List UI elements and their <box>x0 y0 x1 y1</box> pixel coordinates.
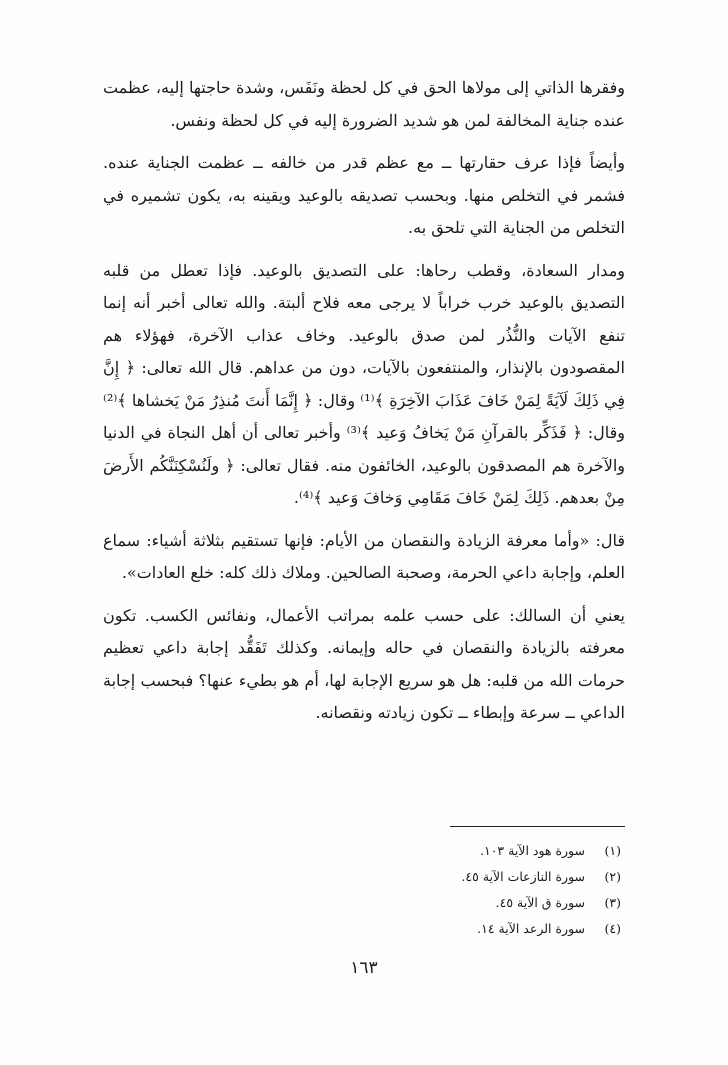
footnote-item <box>103 916 625 942</box>
paragraph: يعني أن السالك: على حسب علمه بمراتب الأعمال، ونفائس الكسب. تكون معرفته بالزيادة والنقصان في حاله وإيمانه. وكذلك تَفَقُّد إجابة داعي تعظيم حرمات الله من قلبه: هل هو سريع الإجابة لها، أم هو بطيء عنها؟ فبحسب إجابة الداعي ــ سرعة وإبطاء ــ تكون زيادته ونقصانه. <box>103 605 626 722</box>
footnote-number: (١) <box>604 843 621 858</box>
footnote-text: سورة الرعد الآية ١٤. <box>477 921 585 936</box>
paragraph: ومدار السعادة، وقطب رحاها: على التصديق بالوعيد. فإذا تعطل من قلبه التصديق بالوعيد خرب خراباً لا يرجى معه فلاح ألبتة. والله تعالى أخبر أنه إنما تنفع الآيات والنُّذُر لمن صدق بالوعيد. وخاف عذاب الآخرة، فهؤلاء هم المقصودون بالإنذار، والمنتفعون بالآيات، دون من عداهم. قال الله تعالى: ﴿ إِنَّ فِي ذَلِكَ لَآيَةً لِمَنْ خَافَ عَذَابَ الآخِرَةِ ﴾⁽¹⁾ وقال: ﴿ إِنَّمَا أَنتَ مُنذِرُ مَنْ يَخشاها ﴾⁽²⁾ وقال: ﴿ فَذَكِّر بالقرآنِ مَنْ يَخافُ وَعيد ﴾⁽³⁾ وأخبر تعالى أن أهل النجاة في الدنيا والآخرة هم المصدقون بالوعيد، الخائفون منه. فقال تعالى: ﴿ ولَنُسْكِنَنَّكُم الأَرضَ مِنْ بعدهم. ذَلِكَ لِمَنْ خَافَ مَقَامِي وَخافَ وَعيد ﴾⁽⁴⁾. <box>103 260 626 507</box>
main-text <box>103 72 625 740</box>
footnote-number: (٢) <box>604 869 621 884</box>
paragraph: وفقرها الذاتي إلى مولاها الحق في كل لحظة ونَفَس، وشدة حاجتها إليه، عظمت عنده جناية المخالفة لمن هو شديد الضرورة إليه في كل لحظة ونفس. <box>103 78 625 130</box>
footnote-number: (٤) <box>604 921 621 936</box>
footnote-text: سورة ق الآية ٤٥. <box>495 895 585 910</box>
footnote-item <box>103 864 625 890</box>
footnote-text: سورة النازعات الآية ٤٥. <box>461 869 585 884</box>
paragraph: قال: «وأما معرفة الزيادة والنقصان من الأيام: فإنها تستقيم بثلاثة أشياء: سماع العلم، وإجابة داعي الحرمة، وصحبة الصالحين. وملاك ذلك كله: خلع العادات». <box>103 530 625 582</box>
footnote-number: (٣) <box>604 895 621 910</box>
footnotes <box>103 838 625 942</box>
paragraph: وأيضاً فإذا عرف حقارتها ــ مع عظم قدر من خالفه ــ عظمت الجناية عنده. فشمر في التخلص منها. وبحسب تصديقه بالوعيد ويقينه به، يكون تشميره في التخلص من الجناية التي تلحق به. <box>103 153 625 237</box>
footnote-item <box>103 890 625 916</box>
page-number: ١٦٣ <box>350 958 378 978</box>
footnote-item <box>103 838 625 864</box>
footnote-divider <box>450 826 625 827</box>
footnote-text: سورة هود الآية ١٠٣. <box>480 843 585 858</box>
